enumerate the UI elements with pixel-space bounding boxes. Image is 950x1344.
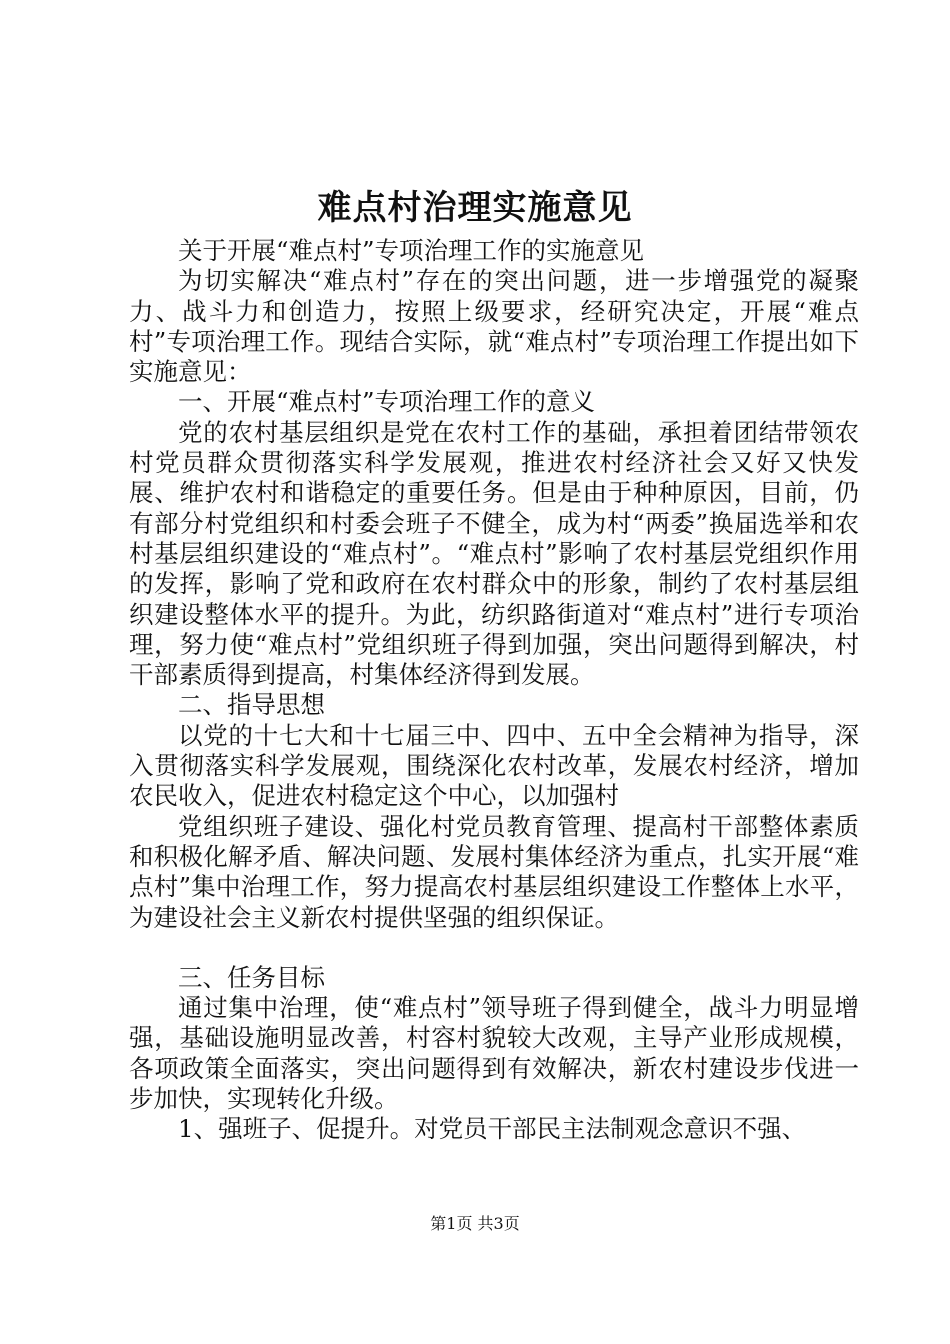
paragraph: 党组织班子建设、强化村党员教育管理、提高村干部整体素质和积极化解矛盾、解决问题、发展村集体经济为重点，扎实开展“难点村”集中治理工作，努力提高农村基层组织建设工作整体上水平，为建设社会主义新农村提供坚强的组织保证。 (129, 811, 859, 932)
paragraph-gap (129, 933, 859, 963)
section-heading-task-goals: 三、任务目标 (178, 962, 325, 992)
paragraph: 为切实解决“难点村”存在的突出问题，进一步增强党的凝聚力、战斗力和创造力，按照上级要求，经研究决定，开展“难点村”专项治理工作。现结合实际，就“难点村”专项治理工作提出如下实施意见： (129, 266, 859, 387)
paragraph: 通过集中治理，使“难点村”领导班子得到健全，战斗力明显增强，基础设施明显改善，村容村貌较大改观，主导产业形成规模，各项政策全面落实，突出问题得到有效解决，新农村建设步伐进一步加快，实现转化升级。 (129, 993, 859, 1114)
document-body (129, 236, 859, 1145)
document-title: 难点村治理实施意见 (317, 188, 633, 228)
paragraph: 党的农村基层组织是党在农村工作的基础，承担着团结带领农村党员群众贯彻落实科学发展观，推进农村经济社会又好又快发展、维护农村和谐稳定的重要任务。但是由于种种原因，目前，仍有部分村党组织和村委会班子不健全，成为村“两委”换届选举和农村基层组织建设的“难点村”。“难点村”影响了农村基层党组织作用的发挥，影响了党和政府在农村群众中的形象，制约了农村基层组织建设整体水平的提升。为此，纺织路街道对“难点村”进行专项治理，努力使“难点村”党组织班子得到加强，突出问题得到解决，村干部素质得到提高，村集体经济得到发展。 (129, 417, 859, 690)
section-heading-significance: 一、开展“难点村”专项治理工作的意义 (178, 387, 596, 417)
section-heading-guiding-ideology: 二、指导思想 (178, 690, 325, 720)
page-number: 第1页 共3页 (430, 1214, 520, 1233)
paragraph: 以党的十七大和十七届三中、四中、五中全会精神为指导，深入贯彻落实科学发展观，围绕深化农村改革，发展农村经济，增加农民收入，促进农村稳定这个中心，以加强村 (129, 720, 859, 811)
paragraph: 1、强班子、促提升。对党员干部民主法制观念意识不强、 (178, 1114, 807, 1144)
paragraph-heading-intro: 关于开展“难点村”专项治理工作的实施意见 (178, 236, 645, 265)
